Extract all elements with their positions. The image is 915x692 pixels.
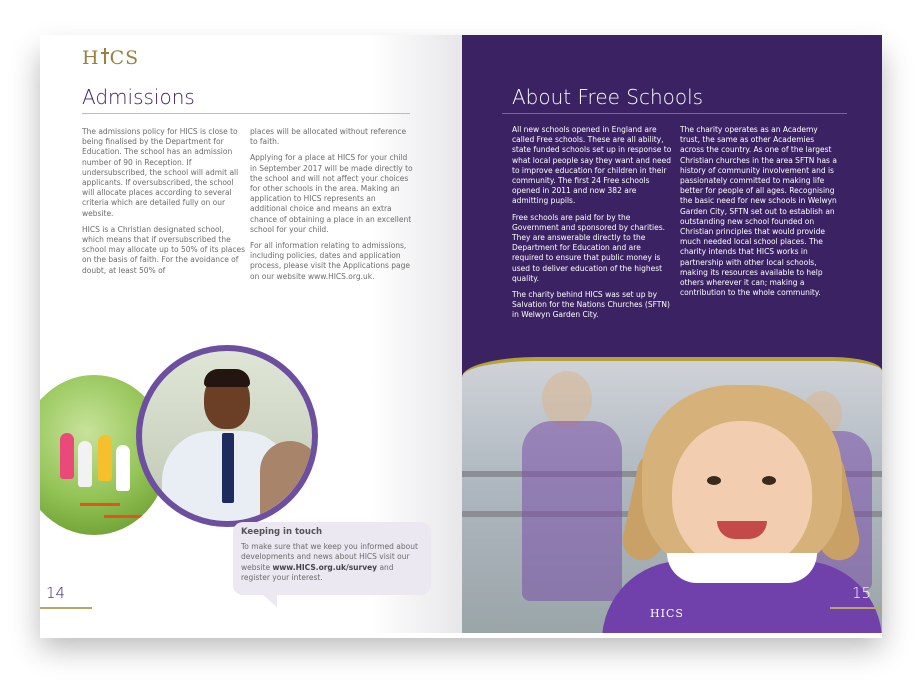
paragraph: The charity behind HICS was set up by Salvation for the Nations Churches (SFTN) in Welwyn Garden City. [512,290,670,320]
paragraph: Applying for a place at HICS for your child in September 2017 will be made directly to the school and will not affect your choices for other schools in the area. Making an application to HICS represents an additional choice and means an extra chance of obtaining a place in an excellent school for your child. [250,153,413,234]
paragraph: places will be allocated without reference to faith. [250,127,407,147]
paragraph: For all information relating to admissions, including policies, dates and application process, please visit the Applications page on our website www.HICS.org.uk. [250,241,411,281]
paragraph: HICS is a Christian designated school, which means that if oversubscribed the school may allocate up to 50% of its places on the basis of faith. For the avoidance of doubt, at least 50% of [82,224,246,275]
callout-title: Keeping in touch [241,527,323,537]
callout-text-tail: and register your interest. [241,562,394,583]
free-schools-column-1 [512,125,674,327]
admissions-column-1 [82,127,247,282]
page-number-right: 15 [852,584,872,602]
heading-divider [82,113,410,114]
callout-text [241,542,423,584]
left-page [40,35,462,633]
survey-link[interactable]: www.HICS.org.uk/survey [272,562,378,572]
keeping-in-touch-callout [233,522,431,595]
admissions-column-2 [250,127,415,288]
paragraph: The charity operates as an Academy trust, the same as other Academies across the country. As one of the largest Christian churches in the area SFTN has a history of community involvement and is passionately committed to making life better for people of all ages. Recognising the basic need for new schools in Welwyn Garden City, SFTN set out to establish an outstanding new school founded on Christian principles that would provide much needed local school places. The charity intends that HICS works in partnership with other local schools, making its resources available to help others wherever it can; making a contribution to the whole community. [680,125,837,298]
smiling-girl-photo [462,357,882,633]
cross-icon [101,48,109,64]
page-number-left: 14 [46,584,66,602]
callout-text-lead: To make sure that we keep you informed about developments and news about HICS visit our website [241,542,418,572]
paragraph: Free schools are paid for by the Government and sponsored by charities. They are answerable directly to the Department for Education and are required to ensure that public money is used to deliver education of the highest quality. [512,212,665,283]
heading-divider [502,113,847,114]
page-number-underline [40,607,92,609]
logo-text-h: H [82,47,100,69]
paragraph: The admissions policy for HICS is close to being finalised by the Department for Education. The school has an admission number of 90 in Reception. If undersubscribed, the school will admit all applicants. If oversubscribed, the school will allocate places according to several criteria which are detailed fully on our website. [82,127,239,218]
page-number-underline [830,607,882,609]
hics-logo [82,47,139,69]
uniform-badge: HICS [650,607,684,620]
admissions-heading: Admissions [82,85,195,109]
paragraph: All new schools opened in England are called Free schools. These are all ability, state funded schools set up in response to what local people say they want and need to improve education for children in their community. The first 24 Free schools opened in 2011 and now 382 are admitting pupils. [512,125,672,206]
teacher-photo [136,345,318,527]
about-free-schools-heading: About Free Schools [512,85,704,109]
right-page [462,35,882,633]
free-schools-column-2 [680,125,840,304]
logo-text-cs: CS [109,47,140,69]
